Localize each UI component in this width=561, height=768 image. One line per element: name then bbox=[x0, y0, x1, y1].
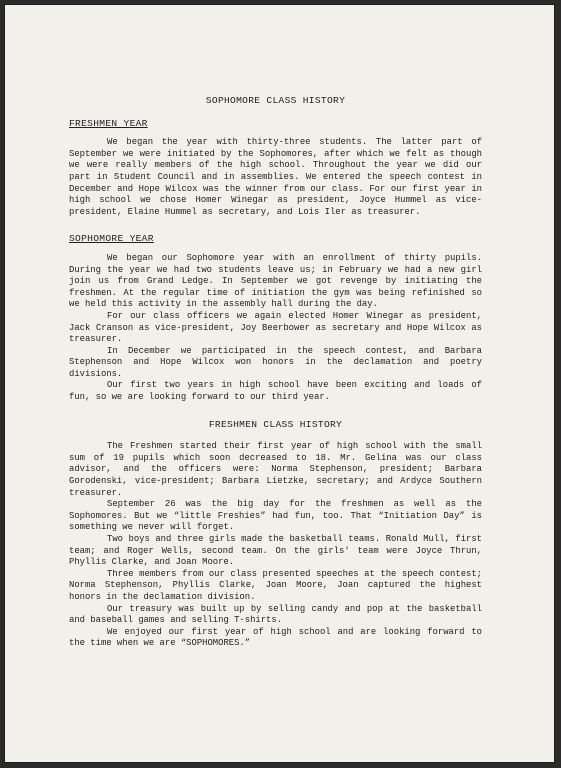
paragraph: Our treasury was built up by selling candy and pop at the basketball and baseball games and selling T-shirts. bbox=[69, 603, 482, 626]
paragraph: We began our Sophomore year with an enrollment of thirty pupils. During the year we had two students leave us; in February we had a new girl join us from Grand Ledge. In September we got revenge by initiating the freshmen. At the regular time of initiation the gym was being refinished so we held this activity in the assembly hall during the day. bbox=[69, 252, 482, 310]
freshmen-history-title: FRESHMEN CLASS HISTORY bbox=[208, 418, 343, 430]
paragraph: We enjoyed our first year of high school and are looking forward to the time when we are “SOPHOMORES.” bbox=[69, 626, 482, 649]
paragraph: Two boys and three girls made the basketball teams. Ronald Mull, first team; and Roger Wells, second team. On the girls' team were Joyce Thrun, Phyllis Clarke, and Joan Moore. bbox=[69, 534, 482, 568]
paragraph: Our first two years in high school have been exciting and loads of fun, so we are looking forward to our third year. bbox=[69, 380, 482, 403]
paragraph: We began the year with thirty-three students. The latter part of September we were initiated by the Sophomores, after which we felt as though we were really members of the high school. Throughout the year we did our part in Student Council and in assemblies. We entered the speech contest in December and Hope Wilcox was the winner from our class. For our first year in high school we chose Homer Winegar as president, Joyce Hummel as vice-president, Elaine Hummel as secretary, and Lois Iler as treasurer. bbox=[69, 137, 482, 217]
paragraph: For our class officers we again elected Homer Winegar as president, Jack Cranson as vice-president, Joy Beerbower as secretary and Hope Wilcox as treasurer. bbox=[69, 310, 482, 345]
section-heading-freshmen-year: FRESHMEN YEAR bbox=[69, 117, 148, 129]
paragraph: September 26 was the big day for the freshmen as well as the Sophomores. But we “little Freshies” had fun, too. That “Initiation Day” is something we never will forget. bbox=[69, 499, 482, 533]
page-content bbox=[69, 95, 482, 650]
section-heading-sophomore-year: SOPHOMORE YEAR bbox=[69, 233, 154, 245]
paragraph: Three members from our class presented speeches at the speech contest; Norma Stephenson, Phyllis Clarke, Joan Moore, Joan captured the highest honors in the declamation division. bbox=[69, 568, 482, 602]
page-title: SOPHOMORE CLASS HISTORY bbox=[205, 95, 346, 106]
document-page bbox=[4, 4, 555, 763]
paragraph: In December we participated in the speech contest, and Barbara Stephenson and Hope Wilcox won honors in the declamation and poetry divisions. bbox=[69, 345, 482, 379]
paragraph: The Freshmen started their first year of high school with the small sum of 19 pupils which soon decreased to 18. Mr. Gelina was our class advisor, and the officers were: Norma Stephenson, president; Barbara Gorodenski, vice-president; Barbara Lietzke, secretary; and Ardyce Southern treasurer. bbox=[69, 441, 482, 498]
